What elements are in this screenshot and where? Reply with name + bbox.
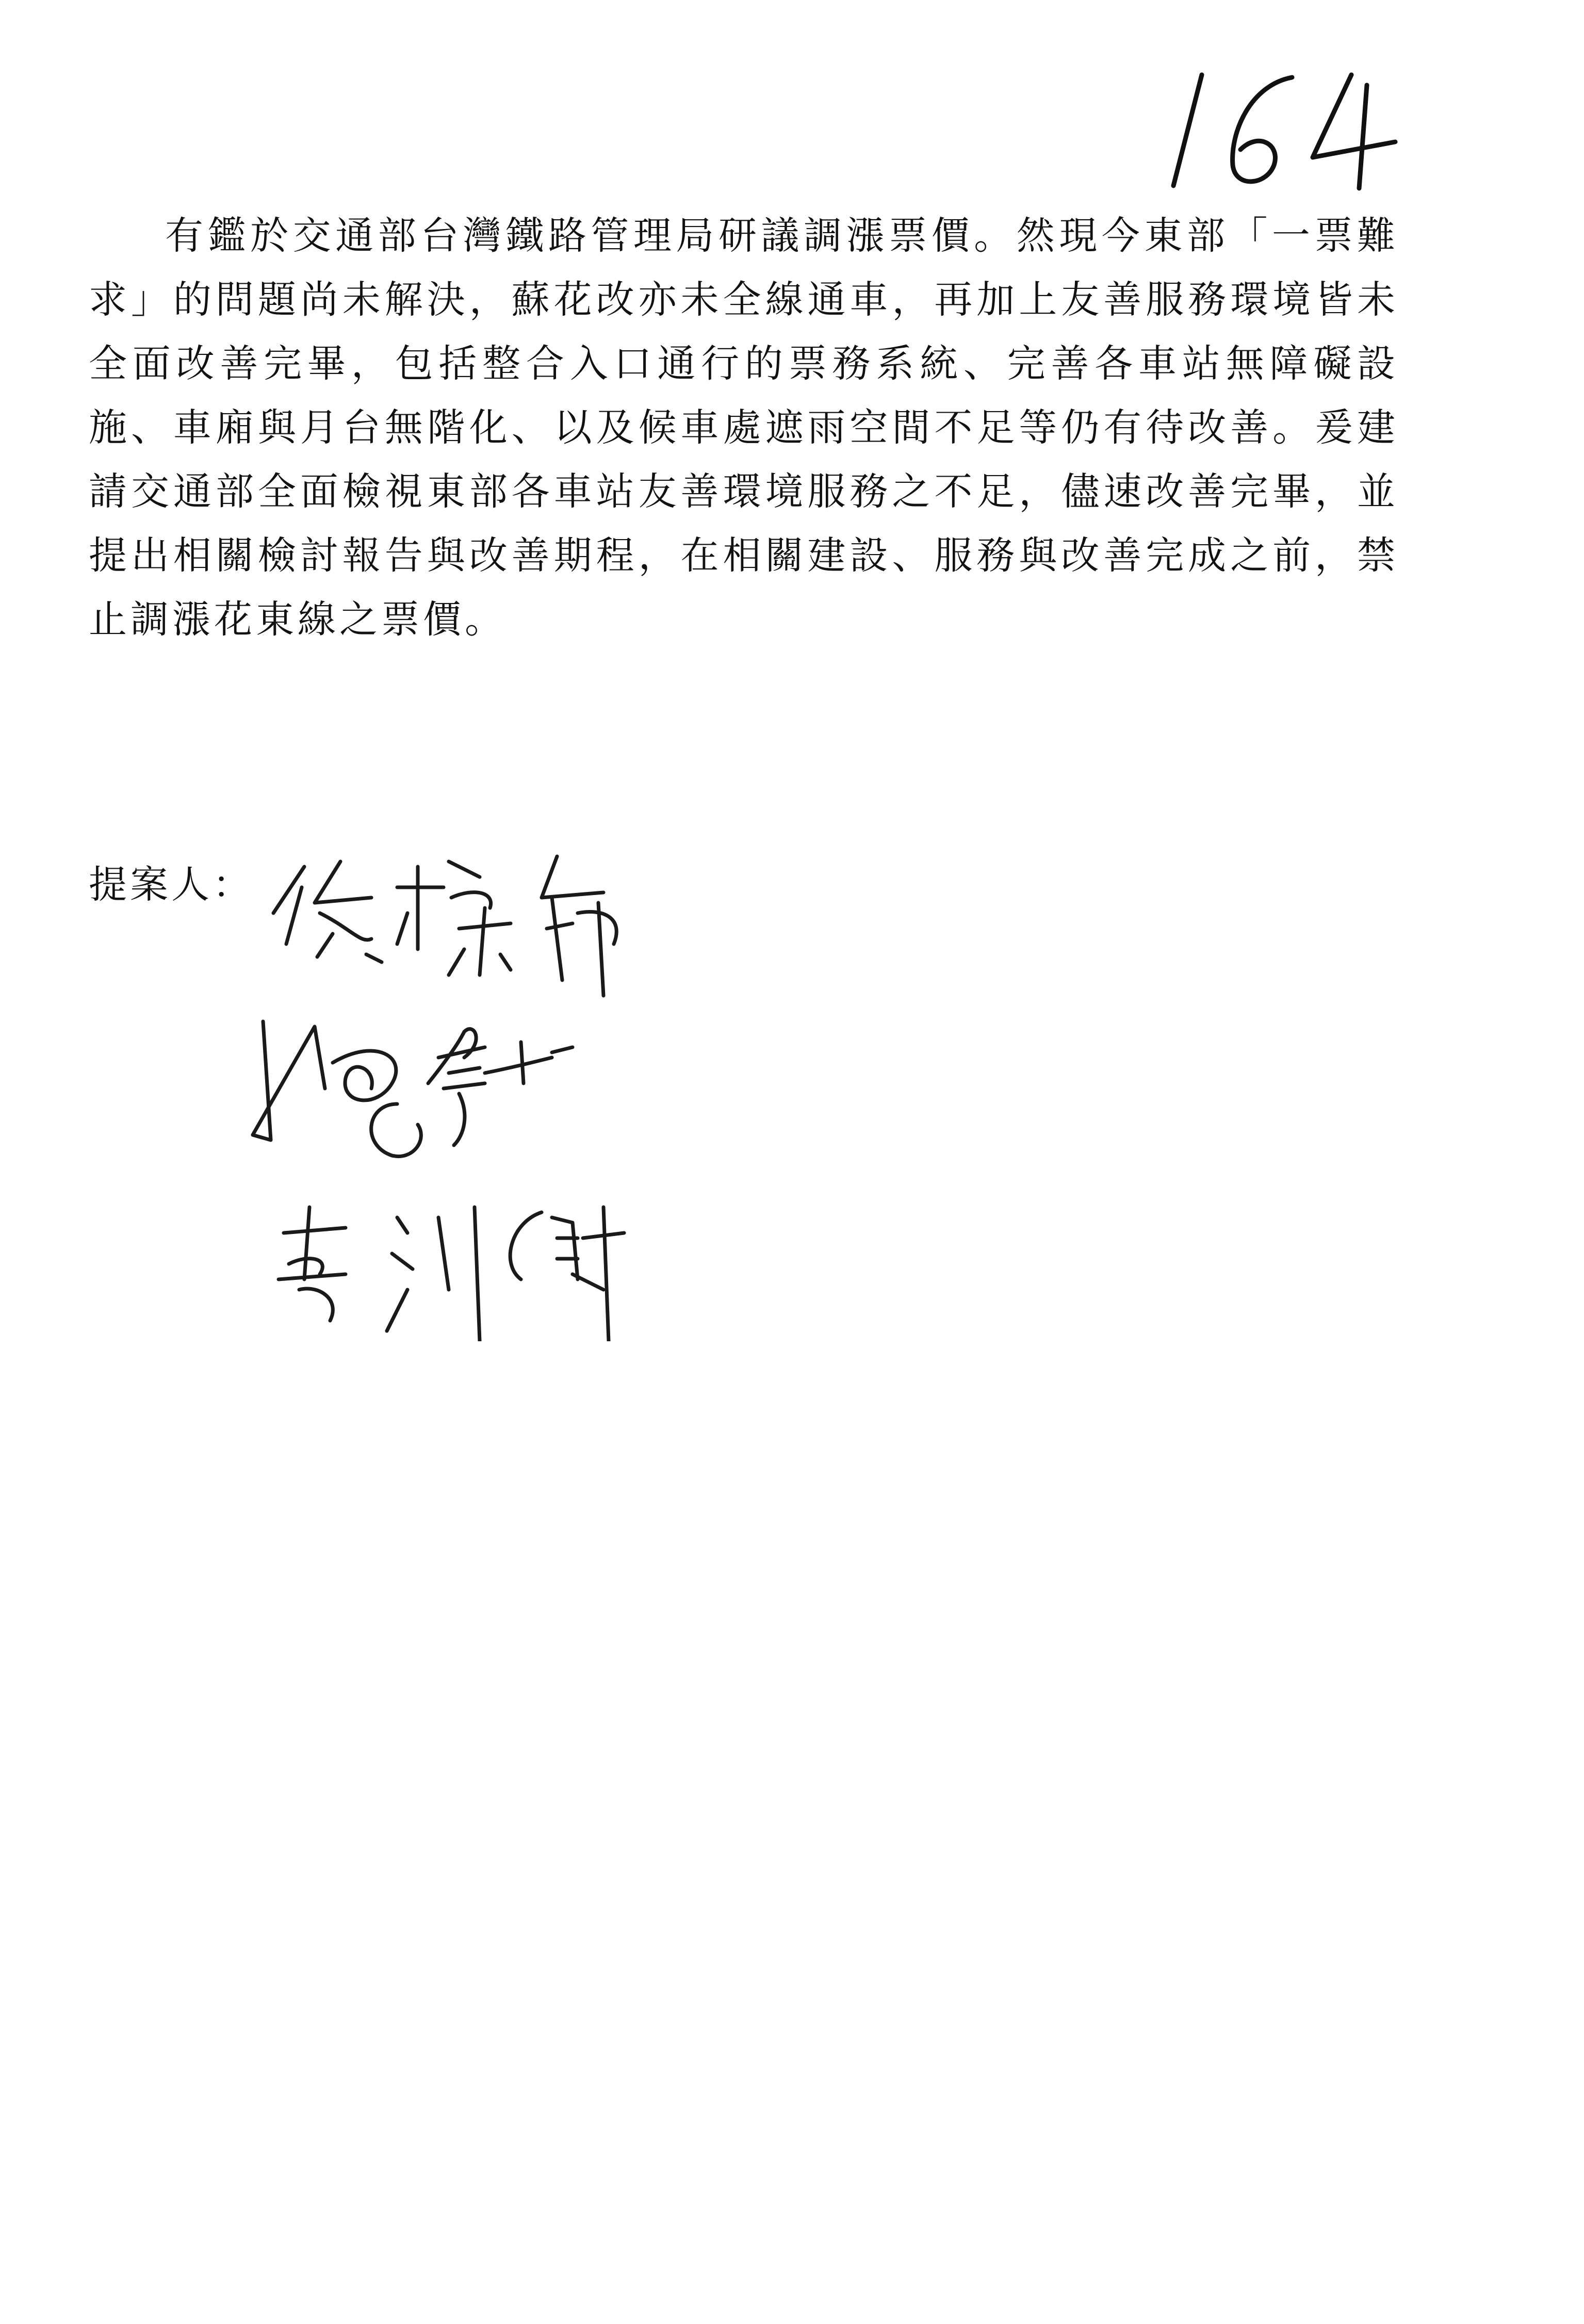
signature-3-icon [279, 1207, 624, 1341]
page-number-text [1163, 54, 1164, 55]
signature-1-icon [273, 856, 616, 996]
handwritten-page-number-icon [1163, 54, 1400, 209]
proposal-body-text: 有鑑於交通部台灣鐵路管理局研議調漲票價。然現今東部「一票難求」的問題尚未解決，蘇花改亦未全線通車，再加上友善服務環境皆未全面改善完畢，包括整合入口通行的票務系統、完善各車站無障礙設施、車廂與月台無階化、以及候車處遮雨空間不足等仍有待改善。爰建請交通部全面檢視東部各車站友善環境服務之不足，儘速改善完畢，並提出相關檢討報告與改善期程，在相關建設、服務與改善完成之前，禁止調漲花東線之票價。 [89, 214, 1399, 642]
page-number [1163, 54, 1400, 209]
signature-2-icon [253, 1021, 573, 1157]
signatures-block [242, 825, 707, 1341]
proposer-label: 提案人： [89, 863, 254, 907]
